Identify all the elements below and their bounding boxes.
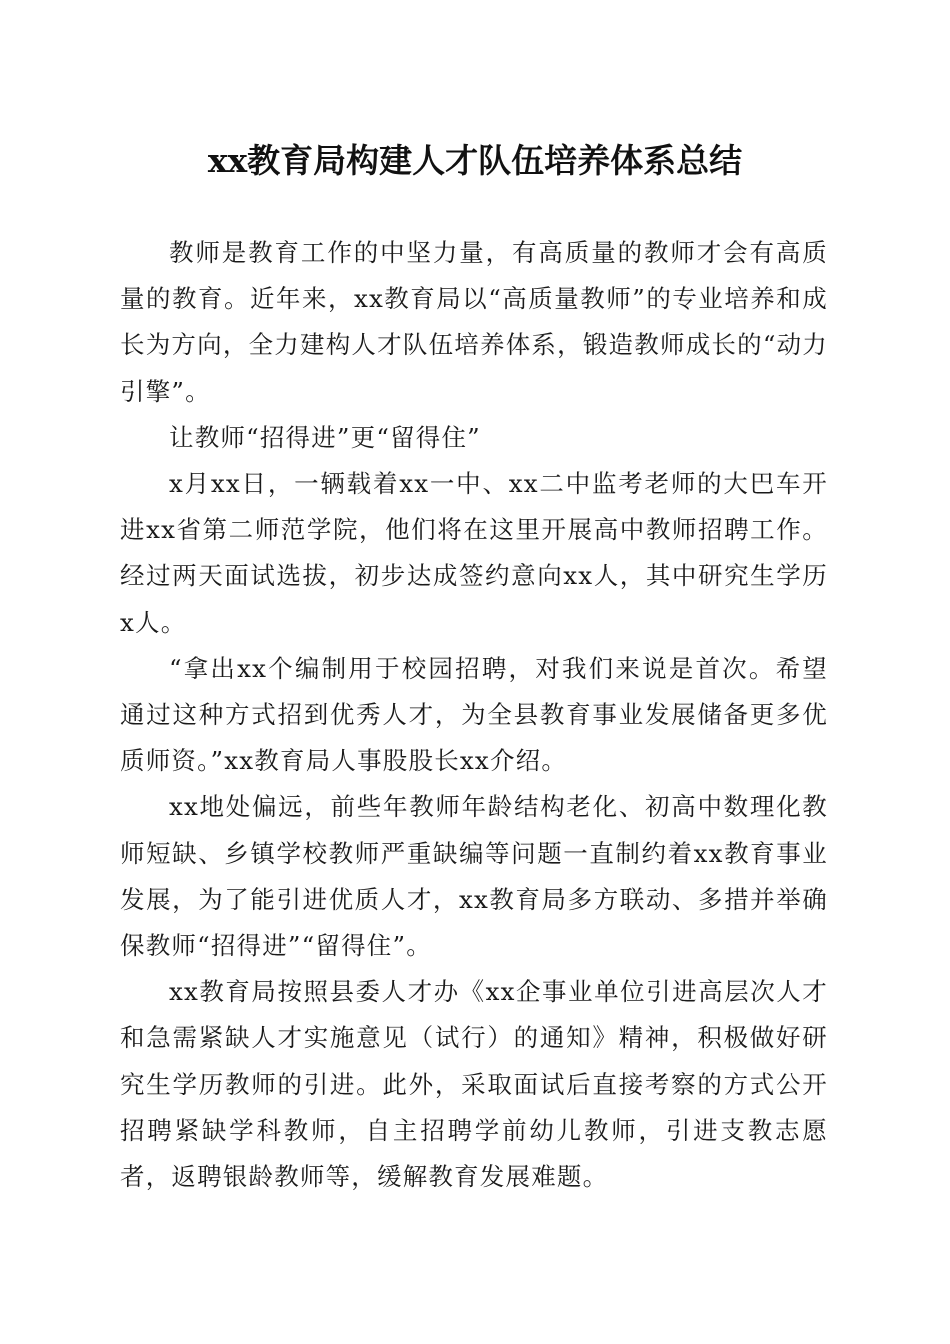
document-title: xx教育局构建人才队伍培养体系总结 — [207, 141, 743, 180]
paragraph-quote: “拿出xx个编制用于校园招聘，对我们来说是首次。希望通过这种方式招到优秀人才，为全县教育事业发展储备更多优质师资。”xx教育局人事股股长xx介绍。 — [120, 653, 828, 776]
paragraph-background: xx地处偏远，前些年教师年龄结构老化、初高中数理化教师短缺、乡镇学校教师严重缺编等问题一直制约着xx教育事业发展，为了能引进优质人才，xx教育局多方联动、多措并举确保教师“招得进”“留得住”。 — [120, 792, 828, 961]
paragraph-intro: 教师是教育工作的中坚力量，有高质量的教师才会有高质量的教育。近年来，xx教育局以“高质量教师”的专业培养和成长为方向，全力建构人才队伍培养体系，锻造教师成长的“动力引擎”。 — [120, 238, 828, 406]
document-body — [120, 230, 828, 1200]
paragraph-recruitment-event: x月xx日，一辆载着xx一中、xx二中监考老师的大巴车开进xx省第二师范学院，他们将在这里开展高中教师招聘工作。经过两天面试选拔，初步达成签约意向xx人，其中研究生学历x人。 — [120, 469, 828, 637]
paragraph-measures: xx教育局按照县委人才办《xx企事业单位引进高层次人才和急需紧缺人才实施意见（试行）的通知》精神，积极做好研究生学历教师的引进。此外，采取面试后直接考察的方式公开招聘紧缺学科教师，自主招聘学前幼儿教师，引进支教志愿者，返聘银龄教师等，缓解教育发展难题。 — [120, 977, 828, 1192]
section-heading: 让教师“招得进”更“留得住” — [169, 422, 481, 452]
